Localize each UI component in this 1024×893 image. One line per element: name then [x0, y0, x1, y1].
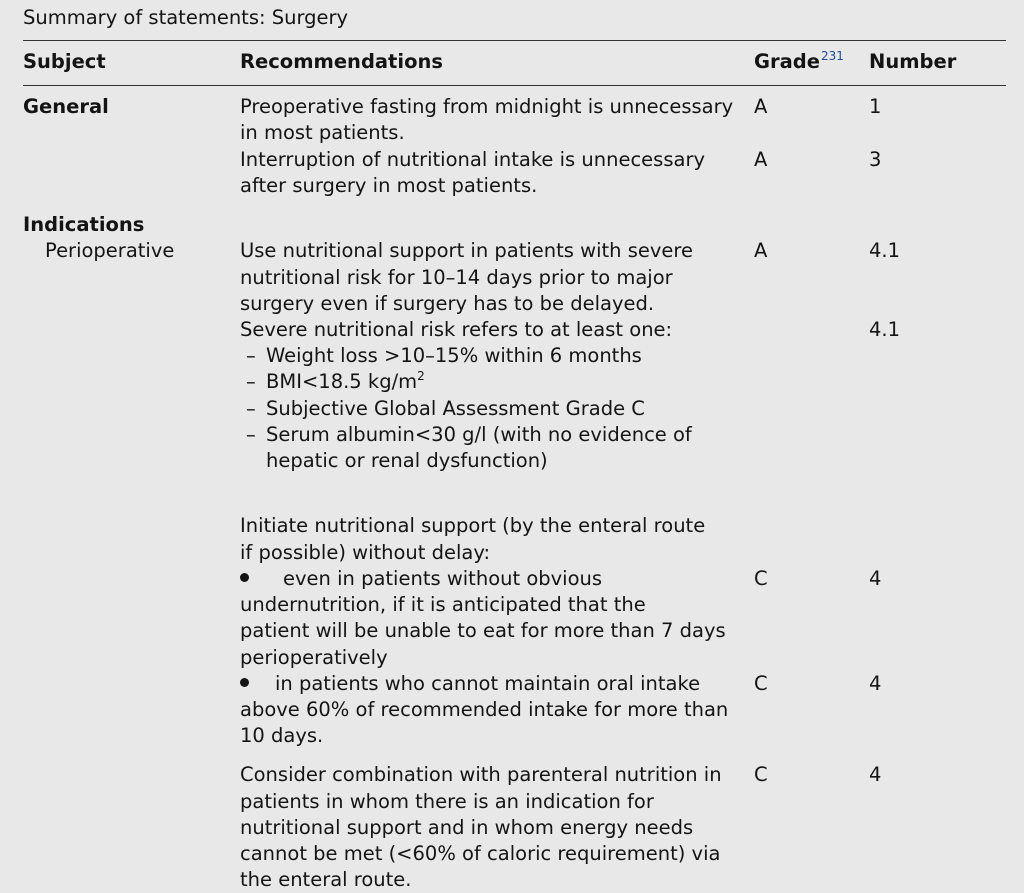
bullet-icon: [240, 678, 249, 687]
subject-indications: Indications: [23, 213, 145, 236]
general-rec1-number: 1: [869, 95, 882, 118]
criteria-item: Weight loss >10–15% within 6 months: [266, 344, 642, 367]
indications-rec3-line1: Initiate nutritional support (by the enteral route: [240, 514, 706, 537]
indications-rec1-line1: Use nutritional support in patients with severe: [240, 239, 693, 262]
subject-perioperative: Perioperative: [45, 239, 175, 262]
general-rec2-number: 3: [869, 148, 882, 171]
indications-rec4-line4: cannot be met (<60% of caloric requirement) via: [240, 842, 721, 865]
bullet-icon: [240, 573, 249, 582]
indications-rec4-line3: nutritional support and in whom energy needs: [240, 816, 694, 839]
bullet1-line4: perioperatively: [240, 646, 388, 669]
indications-rec3-line2: if possible) without delay:: [240, 541, 491, 564]
general-rec2-grade: A: [754, 148, 768, 171]
indications-rec2-intro: Severe nutritional risk refers to at least one:: [240, 318, 673, 341]
bullet2-first-line: [240, 671, 700, 697]
header-subject: Subject: [23, 50, 106, 73]
indications-rec1-number: 4.1: [869, 239, 901, 262]
criteria-dash: –: [246, 344, 256, 367]
bullet1-number: 4: [869, 567, 882, 590]
bullet1-grade: C: [754, 567, 768, 590]
top-rule: [23, 40, 1006, 41]
criteria-bmi-exponent: 2: [417, 369, 425, 383]
criteria-item: Serum albumin<30 g/l (with no evidence of: [266, 423, 692, 446]
general-rec1-line2: in most patients.: [240, 121, 405, 144]
bullet1-text: even in patients without obvious: [283, 567, 603, 590]
bullet2-number: 4: [869, 672, 882, 695]
bullet2-line2: above 60% of recommended intake for more than: [240, 698, 729, 721]
criteria-dash: –: [246, 397, 256, 420]
criteria-item: [266, 369, 425, 395]
criteria-item: Subjective Global Assessment Grade C: [266, 397, 645, 420]
indications-rec4-line2: patients in whom there is an indication for: [240, 790, 654, 813]
header-number: Number: [869, 50, 957, 73]
bullet1-line3: patient will be unable to eat for more than 7 days: [240, 619, 726, 642]
grade-reference-link[interactable]: 231: [820, 49, 844, 63]
header-recommendations: Recommendations: [240, 50, 443, 73]
indications-rec1-grade: A: [754, 239, 768, 262]
header-grade-label: Grade: [754, 50, 820, 73]
general-rec2-line1: Interruption of nutritional intake is unnecessary: [240, 148, 706, 171]
criteria-dash: –: [246, 370, 256, 393]
indications-rec4-line5: the enteral route.: [240, 868, 412, 891]
indications-rec1-line3: surgery even if surgery has to be delayed.: [240, 292, 655, 315]
indications-rec1-line2: nutritional risk for 10–14 days prior to major: [240, 266, 673, 289]
criteria-item-continuation: hepatic or renal dysfunction): [266, 449, 548, 472]
general-rec1-grade: A: [754, 95, 768, 118]
criteria-dash: –: [246, 423, 256, 446]
header-grade: [754, 50, 844, 73]
subject-general: General: [23, 95, 109, 118]
bullet2-grade: C: [754, 672, 768, 695]
general-rec1-line1: Preoperative fasting from midnight is unnecessary: [240, 95, 734, 118]
bullet2-text: in patients who cannot maintain oral intake: [275, 672, 701, 695]
criteria-bmi-text: BMI<18.5 kg/m: [266, 370, 418, 393]
bullet2-line3: 10 days.: [240, 724, 324, 747]
bullet1-first-line: [240, 566, 602, 592]
table-title: Summary of statements: Surgery: [23, 6, 349, 29]
indications-rec4-line1: Consider combination with parenteral nutrition in: [240, 763, 722, 786]
bullet1-line2: undernutrition, if it is anticipated that the: [240, 593, 646, 616]
indications-rec4-number: 4: [869, 763, 882, 786]
indications-rec2-number: 4.1: [869, 318, 901, 341]
header-rule: [23, 85, 1006, 86]
general-rec2-line2: after surgery in most patients.: [240, 174, 538, 197]
indications-rec4-grade: C: [754, 763, 768, 786]
